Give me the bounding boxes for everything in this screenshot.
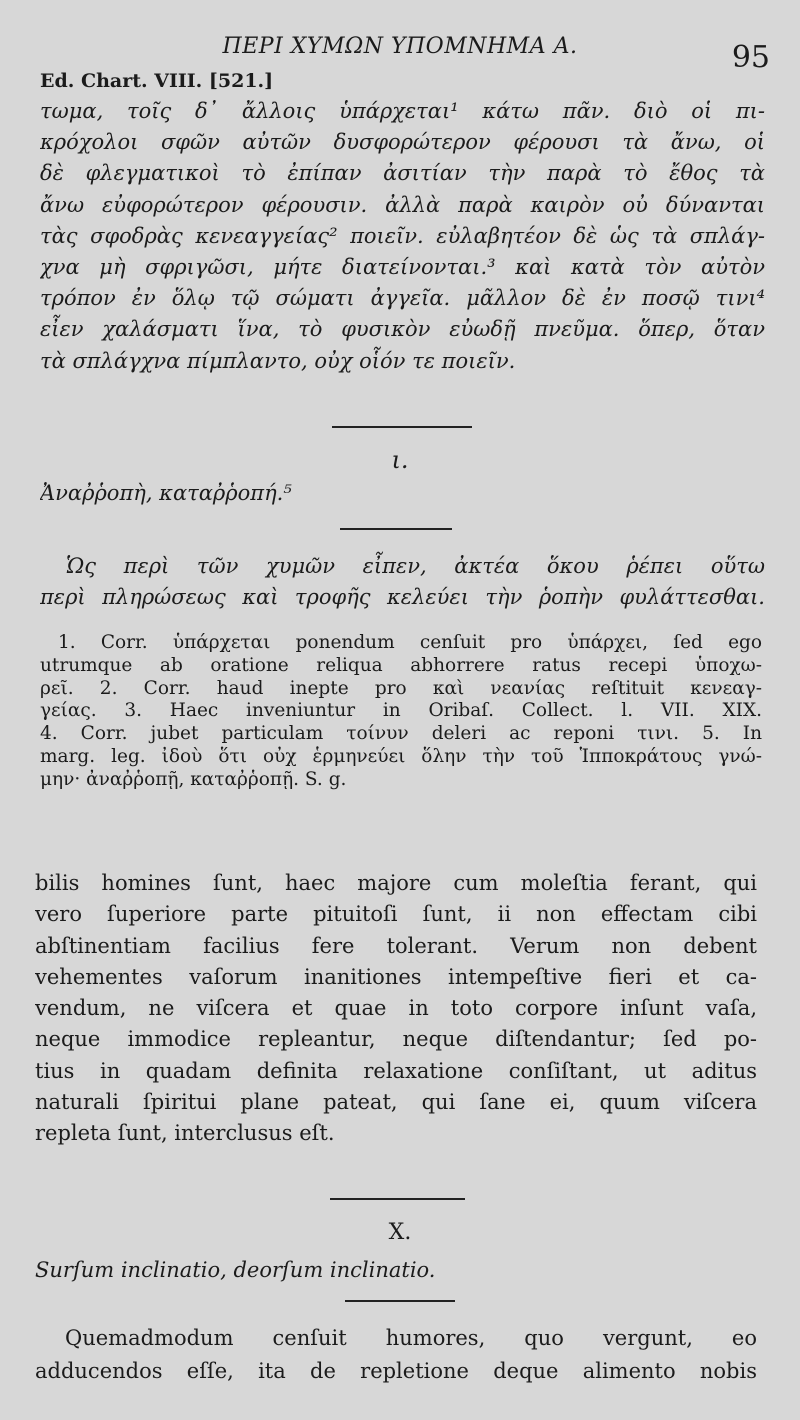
greek-line: περὶ πληρώσεως καὶ τροφῆς κελεύει τὴν ῥοπὴν φυλάττεσθαι.	[40, 585, 765, 610]
latin-line: neque immodice repleantur, neque diſtendantur; ſed po-	[35, 1027, 757, 1052]
edition-reference: Ed. Chart. VIII. [521.]	[40, 70, 274, 92]
greek-line: τὰ σπλάγχνα πίμπλαντο, οὐχ οἷόν τε ποιεῖν.	[40, 348, 516, 373]
greek-line: χνα μὴ σφριγῶσι, μήτε διατείνονται.³ καὶ κατὰ τὸν αὐτὸν	[40, 254, 765, 279]
greek-line: Ὡς περὶ τῶν χυμῶν εἶπεν, ἀκτέα ὅκου ῥέπει οὕτω	[66, 554, 765, 578]
greek-line: δὲ φλεγματικοὶ τὸ ἐπίπαν ἀσιτίαν τὴν παρὰ τὸ ἔθος τὰ	[40, 161, 765, 186]
greek-line: τρόπον ἐν ὅλῳ τῷ σώματι ἀγγεῖα. μᾶλλον δὲ ἐν ποσῷ τινι⁴	[40, 286, 765, 311]
greek-line: τὰς σφοδρὰς κενεαγγείας² ποιεῖν. εὐλαβητέον δὲ ὡς τὰ σπλάγ-	[40, 223, 765, 248]
greek-line: κρόχολοι σφῶν αὐτῶν δυσφορώτερον φέρουσι τὰ ἄνω, οἱ	[40, 130, 765, 155]
latin-line: adducendos eſſe, ita de repletione deque alimento nobis	[35, 1359, 757, 1383]
latin-section-title: Surſum inclinatio, deorſum inclinatio.	[35, 1258, 436, 1282]
latin-line: vendum, ne viſcera et quae in toto corpore inſunt vaſa,	[35, 996, 757, 1021]
section-divider	[345, 1300, 455, 1302]
footnote-line: marg. leg. ἰδοὺ ὅτι οὐχ ἑρμηνεύει ὅλην τὴν τοῦ Ἱπποκράτους γνώ-	[40, 745, 762, 767]
greek-section-number: ι.	[391, 446, 409, 474]
footnotes-block	[40, 632, 762, 792]
running-header: ΠΕΡΙ ΧΥΜΩΝ ΥΠΟΜΝΗΜΑ Α.	[222, 34, 578, 59]
section-divider	[332, 426, 472, 428]
latin-line: tius in quadam definita relaxatione conſiſtant, ut aditus	[35, 1058, 757, 1083]
footnote-line: ρεῖ. 2. Corr. haud inepte pro καὶ νεανίας reſtituit κενεαγ-	[40, 677, 762, 699]
greek-line: εἶεν χαλάσματι ἵνα, τὸ φυσικὸν εὐωδῇ πνεῦμα. ὅπερ, ὅταν	[40, 317, 765, 342]
section-divider	[340, 528, 452, 530]
section-divider	[330, 1198, 465, 1200]
footnote-line: γείας. 3. Haec inveniuntur in Oribaſ. Collect. l. VII. XIX.	[40, 700, 762, 722]
greek-section-title: Ἀναῤῥοπὴ, καταῤῥοπή.⁵	[40, 481, 292, 505]
latin-text-block	[35, 868, 757, 1150]
latin-line: repleta ſunt, interclusus eſt.	[35, 1121, 335, 1146]
latin-line: abſtinentiam facilius fere tolerant. Verum non debent	[35, 933, 757, 958]
latin-section-number: X.	[388, 1220, 412, 1245]
footnote-line: 4. Corr. jubet particulam τοίνυν deleri ac reponi τινι. 5. In	[40, 723, 762, 745]
latin-line: vehementes vaſorum inanitiones intempeſtive fieri et ca-	[35, 964, 757, 989]
greek-line: τωμα, τοῖς δ᾿ ἄλλοις ὑπάρχεται¹ κάτω πᾶν. διὸ οἱ πι-	[40, 99, 765, 123]
greek-section-text	[40, 551, 765, 613]
page-number: 95	[731, 40, 770, 75]
latin-line: naturali ſpiritui plane pateat, qui ſane ei, quum viſcera	[35, 1090, 757, 1115]
greek-section-title-block	[40, 478, 765, 509]
footnote-line: utrumque ab oratione reliqua abhorrere ratus recepi ὑποχω-	[40, 654, 762, 676]
latin-line: Quemadmodum cenſuit humores, quo vergunt, eo	[65, 1326, 757, 1350]
latin-section-text	[35, 1322, 757, 1388]
greek-text-block	[40, 96, 765, 377]
latin-line: bilis homines ſunt, haec majore cum moleſtia ferant, qui	[35, 871, 757, 895]
greek-line: ἄνω εὐφορώτερον φέρουσιν. ἀλλὰ παρὰ καιρὸν οὐ δύνανται	[40, 192, 765, 217]
latin-line: vero ſuperiore parte pituitoſi ſunt, ii non effectam cibi	[35, 902, 757, 927]
footnote-line: μην· ἀναῤῥοπῇ, καταῤῥοπῇ. S. g.	[40, 768, 347, 790]
footnote-line: 1. Corr. ὑπάρχεται ponendum cenſuit pro ὑπάρχει, ſed ego	[58, 632, 762, 653]
